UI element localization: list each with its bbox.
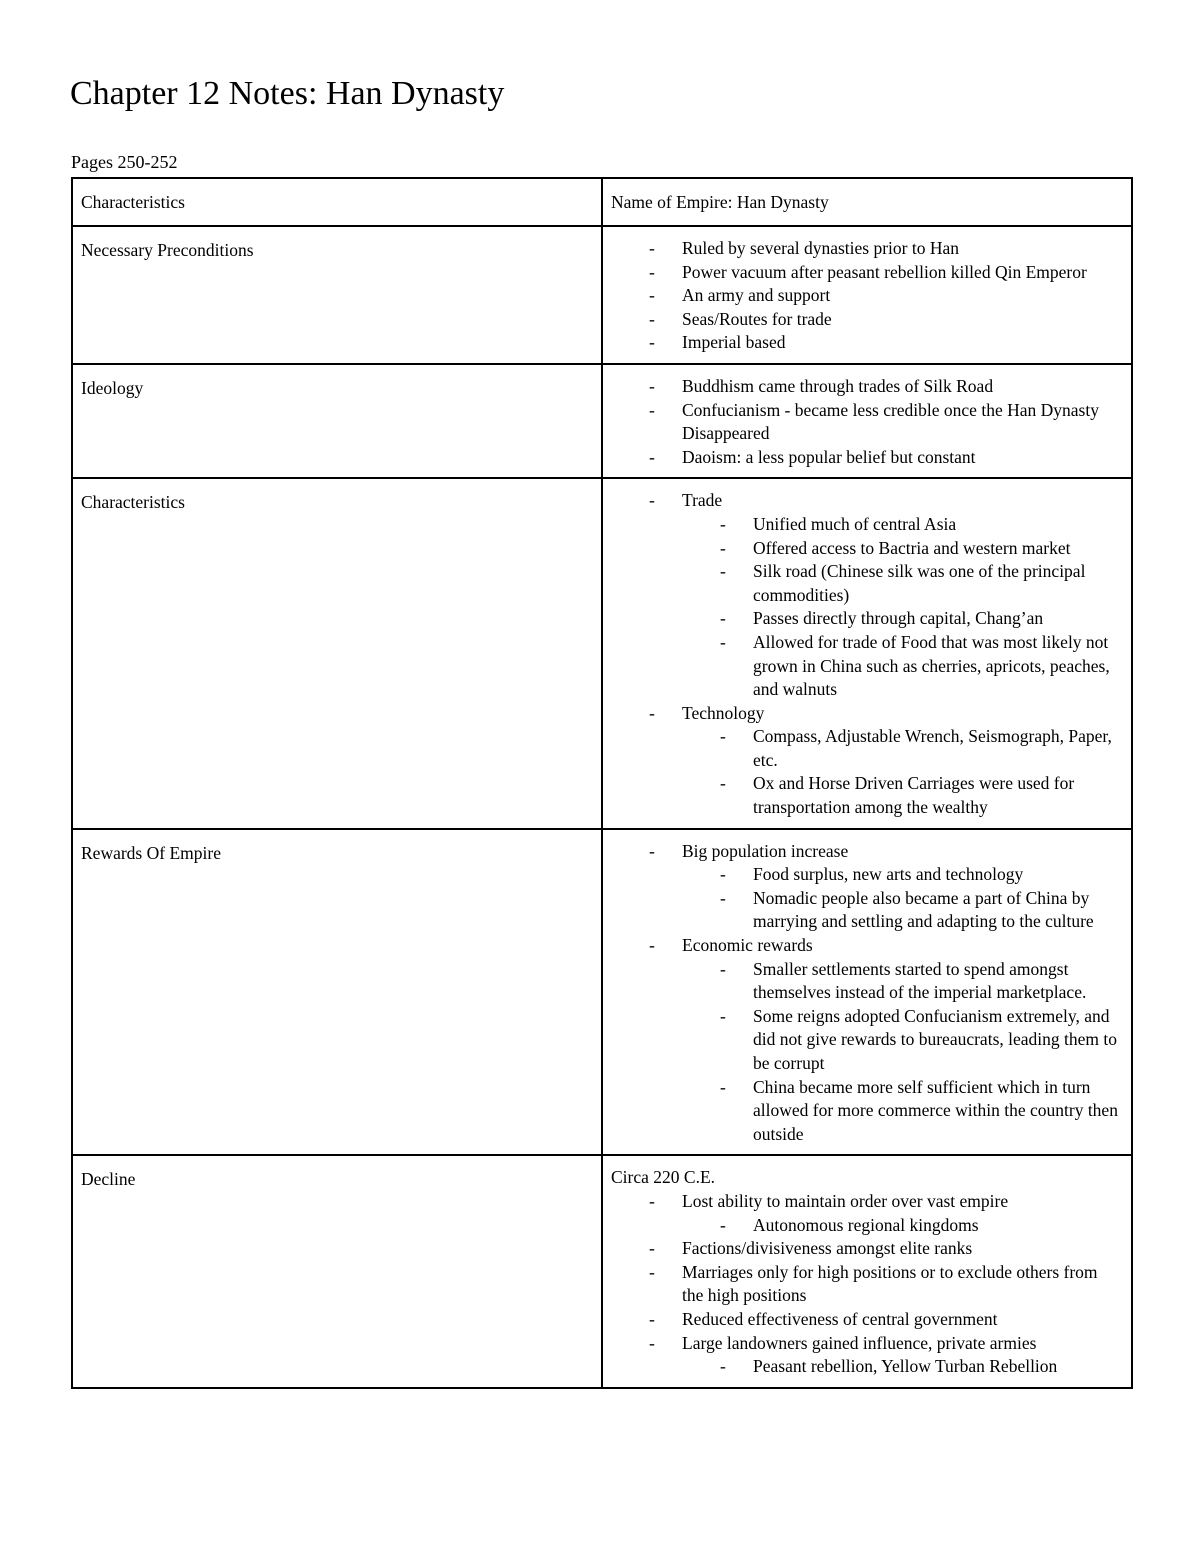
list-item (611, 261, 1123, 285)
table-row (72, 1155, 1132, 1387)
list-item-text: Large landowners gained influence, private armies (682, 1332, 1037, 1353)
sub-bullet-list (611, 863, 1123, 934)
row-label-cell (72, 478, 602, 828)
list-item-text: Reduced effectiveness of central government (682, 1308, 998, 1329)
sub-bullet-list (611, 725, 1123, 819)
table-header-row (72, 178, 1132, 226)
bullet-list (611, 830, 1123, 1155)
row-label-cell (72, 1155, 602, 1387)
sub-bullet-list (611, 958, 1123, 1147)
row-label: Rewards Of Empire (81, 842, 221, 863)
list-item (611, 934, 1123, 1146)
sub-list-item: - China became more self sufficient which in turn allowed for more commerce within the country then outside (682, 1076, 1123, 1147)
list-item (611, 489, 1123, 701)
sub-list-item: - Food surplus, new arts and technology (682, 863, 1123, 887)
sub-list-item: - Nomadic people also became a part of China by marrying and settling and adapting to the culture (682, 887, 1123, 934)
row-content-cell (602, 1155, 1132, 1387)
sub-list-item: - Passes directly through capital, Chang’an (682, 607, 1123, 631)
list-item (611, 237, 1123, 261)
notes-table (71, 177, 1133, 1389)
list-item-text: Seas/Routes for trade (682, 308, 832, 329)
list-item (611, 1190, 1123, 1237)
header-cell-right (602, 178, 1132, 226)
list-item-text: Trade (682, 490, 723, 511)
list-item (611, 1261, 1123, 1308)
list-item (611, 331, 1123, 355)
sub-list-item: - Smaller settlements started to spend amongst themselves instead of the imperial marketplace. (682, 958, 1123, 1005)
list-item-text: Daoism: a less popular belief but constant (682, 446, 976, 467)
list-item (611, 399, 1123, 446)
table-row (72, 829, 1132, 1156)
list-item (611, 1332, 1123, 1379)
sub-list-item: - Compass, Adjustable Wrench, Seismograph, Paper, etc. (682, 725, 1123, 772)
header-left-label: Characteristics (81, 192, 185, 212)
row-content-cell (602, 226, 1132, 364)
list-item (611, 375, 1123, 399)
page-title: Chapter 12 Notes: Han Dynasty (70, 75, 505, 112)
row-content-cell (602, 478, 1132, 828)
row-label: Decline (81, 1169, 136, 1190)
list-item (611, 284, 1123, 308)
list-item (611, 1308, 1123, 1332)
list-item-text: Lost ability to maintain order over vast empire (682, 1190, 1009, 1211)
sub-list-item: - Ox and Horse Driven Carriages were used for transportation among the wealthy (682, 772, 1123, 819)
table-row (72, 364, 1132, 478)
sub-bullet-list (611, 1355, 1123, 1379)
sub-bullet-list (611, 1214, 1123, 1238)
sub-list-item: - Unified much of central Asia (682, 513, 1123, 537)
row-label: Ideology (81, 377, 144, 398)
list-item (611, 840, 1123, 934)
notes-table-body (72, 178, 1132, 1388)
sub-list-item: - Peasant rebellion, Yellow Turban Rebellion (682, 1355, 1123, 1379)
row-label: Characteristics (81, 492, 185, 513)
list-item (611, 1237, 1123, 1261)
list-item-text: Ruled by several dynasties prior to Han (682, 238, 960, 258)
row-content-cell (602, 364, 1132, 478)
list-item-text: Buddhism came through trades of Silk Road (682, 375, 994, 396)
list-item (611, 308, 1123, 332)
list-item-text: Imperial based (682, 332, 786, 353)
list-item-text: Marriages only for high positions or to exclude others from the high positions (682, 1261, 1098, 1306)
page-range: Pages 250-252 (71, 152, 178, 172)
sub-list-item: - Silk road (Chinese silk was one of the principal commodities) (682, 560, 1123, 607)
list-item-text: Economic rewards (682, 935, 813, 956)
header-right-label: Name of Empire: Han Dynasty (611, 192, 829, 212)
bullet-list (611, 365, 1123, 477)
list-item-text: Big population increase (682, 840, 849, 861)
table-row (72, 478, 1132, 828)
list-item-text: Power vacuum after peasant rebellion killed Qin Emperor (682, 261, 1087, 282)
sub-list-item: - Autonomous regional kingdoms (682, 1214, 1123, 1238)
list-item-text: Factions/divisiveness amongst elite ranks (682, 1238, 973, 1259)
row-label: Necessary Preconditions (81, 240, 254, 260)
header-cell-left (72, 178, 602, 226)
sub-list-item: - Allowed for trade of Food that was most likely not grown in China such as cherries, apricots, peaches, and walnuts (682, 631, 1123, 702)
sub-list-item: - Some reigns adopted Confucianism extremely, and did not give rewards to bureaucrats, leading them to be corrupt (682, 1005, 1123, 1076)
row-lead-text: Circa 220 C.E. (611, 1167, 716, 1188)
sub-bullet-list (611, 513, 1123, 702)
list-item (611, 446, 1123, 470)
bullet-list (611, 479, 1123, 827)
row-label-cell (72, 364, 602, 478)
table-row (72, 226, 1132, 364)
list-item-text: Confucianism - became less credible once the Han Dynasty Disappeared (682, 399, 1099, 444)
sub-list-item: - Offered access to Bactria and western market (682, 537, 1123, 561)
row-label-cell (72, 829, 602, 1156)
row-content-cell (602, 829, 1132, 1156)
list-item (611, 702, 1123, 820)
bullet-list (611, 1190, 1123, 1387)
row-label-cell (72, 226, 602, 364)
bullet-list (611, 227, 1123, 363)
list-item-text: Technology (682, 702, 765, 723)
list-item-text: An army and support (682, 285, 831, 306)
